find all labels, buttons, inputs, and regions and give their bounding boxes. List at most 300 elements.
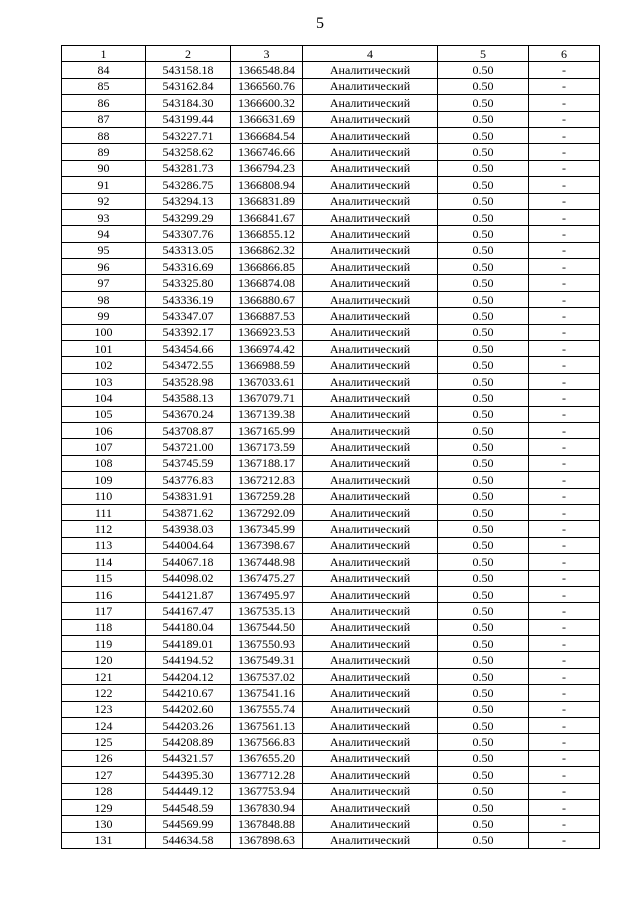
cell-accuracy: 0.50: [438, 799, 529, 815]
cell-method: Аналитический: [303, 816, 438, 832]
cell-y-coordinate: 1366548.84: [231, 62, 303, 78]
cell-accuracy: 0.50: [438, 652, 529, 668]
cell-x-coordinate: 543307.76: [146, 226, 231, 242]
cell-point-number: 90: [62, 160, 146, 176]
cell-point-number: 116: [62, 586, 146, 602]
cell-accuracy: 0.50: [438, 177, 529, 193]
cell-method: Аналитический: [303, 127, 438, 143]
cell-x-coordinate: 543336.19: [146, 291, 231, 307]
column-header-5: 5: [438, 46, 529, 62]
cell-point-number: 131: [62, 832, 146, 848]
cell-point-number: 120: [62, 652, 146, 668]
table-row: [62, 586, 600, 602]
cell-accuracy: 0.50: [438, 668, 529, 684]
cell-accuracy: 0.50: [438, 504, 529, 520]
cell-point-number: 101: [62, 341, 146, 357]
cell-note: -: [529, 799, 600, 815]
cell-point-number: 123: [62, 701, 146, 717]
cell-y-coordinate: 1367345.99: [231, 521, 303, 537]
column-header-1: 1: [62, 46, 146, 62]
cell-x-coordinate: 543184.30: [146, 95, 231, 111]
cell-note: -: [529, 95, 600, 111]
cell-y-coordinate: 1366684.54: [231, 127, 303, 143]
cell-x-coordinate: 544189.01: [146, 636, 231, 652]
table-row: [62, 324, 600, 340]
cell-y-coordinate: 1367475.27: [231, 570, 303, 586]
table-row: [62, 832, 600, 848]
cell-method: Аналитический: [303, 504, 438, 520]
cell-accuracy: 0.50: [438, 521, 529, 537]
cell-point-number: 125: [62, 734, 146, 750]
column-header-6: 6: [529, 46, 600, 62]
table-row: [62, 603, 600, 619]
cell-y-coordinate: 1367753.94: [231, 783, 303, 799]
cell-x-coordinate: 544208.89: [146, 734, 231, 750]
cell-method: Аналитический: [303, 636, 438, 652]
page-number: 5: [316, 15, 324, 32]
cell-x-coordinate: 544321.57: [146, 750, 231, 766]
cell-method: Аналитический: [303, 226, 438, 242]
cell-accuracy: 0.50: [438, 111, 529, 127]
cell-x-coordinate: 544395.30: [146, 767, 231, 783]
cell-point-number: 107: [62, 439, 146, 455]
cell-method: Аналитический: [303, 439, 438, 455]
table-row: [62, 668, 600, 684]
cell-note: -: [529, 455, 600, 471]
table-row: [62, 636, 600, 652]
cell-method: Аналитический: [303, 242, 438, 258]
table-row: [62, 209, 600, 225]
cell-method: Аналитический: [303, 750, 438, 766]
cell-y-coordinate: 1366880.67: [231, 291, 303, 307]
cell-method: Аналитический: [303, 668, 438, 684]
cell-point-number: 130: [62, 816, 146, 832]
table-row: [62, 718, 600, 734]
cell-y-coordinate: 1367550.93: [231, 636, 303, 652]
cell-y-coordinate: 1366808.94: [231, 177, 303, 193]
cell-x-coordinate: 543588.13: [146, 390, 231, 406]
cell-point-number: 108: [62, 455, 146, 471]
cell-accuracy: 0.50: [438, 78, 529, 94]
table-row: [62, 455, 600, 471]
cell-point-number: 124: [62, 718, 146, 734]
cell-point-number: 109: [62, 472, 146, 488]
cell-y-coordinate: 1367398.67: [231, 537, 303, 553]
cell-x-coordinate: 543831.91: [146, 488, 231, 504]
cell-y-coordinate: 1367898.63: [231, 832, 303, 848]
cell-note: -: [529, 193, 600, 209]
table-row: [62, 537, 600, 553]
cell-note: -: [529, 357, 600, 373]
cell-note: -: [529, 521, 600, 537]
cell-y-coordinate: 1367033.61: [231, 373, 303, 389]
cell-x-coordinate: 544067.18: [146, 554, 231, 570]
cell-method: Аналитический: [303, 406, 438, 422]
cell-y-coordinate: 1367259.28: [231, 488, 303, 504]
cell-x-coordinate: 543938.03: [146, 521, 231, 537]
cell-y-coordinate: 1367292.09: [231, 504, 303, 520]
table-row: [62, 78, 600, 94]
cell-note: -: [529, 701, 600, 717]
table-row: [62, 160, 600, 176]
table-row: [62, 521, 600, 537]
cell-accuracy: 0.50: [438, 537, 529, 553]
cell-note: -: [529, 111, 600, 127]
cell-x-coordinate: 543325.80: [146, 275, 231, 291]
cell-accuracy: 0.50: [438, 308, 529, 324]
cell-x-coordinate: 543281.73: [146, 160, 231, 176]
cell-y-coordinate: 1367544.50: [231, 619, 303, 635]
cell-accuracy: 0.50: [438, 291, 529, 307]
cell-note: -: [529, 816, 600, 832]
cell-x-coordinate: 543347.07: [146, 308, 231, 324]
cell-method: Аналитический: [303, 832, 438, 848]
table-row: [62, 422, 600, 438]
cell-method: Аналитический: [303, 390, 438, 406]
cell-point-number: 88: [62, 127, 146, 143]
table-row: [62, 439, 600, 455]
cell-point-number: 95: [62, 242, 146, 258]
cell-method: Аналитический: [303, 472, 438, 488]
table-row: [62, 193, 600, 209]
table-row: [62, 701, 600, 717]
cell-x-coordinate: 543162.84: [146, 78, 231, 94]
cell-accuracy: 0.50: [438, 488, 529, 504]
cell-method: Аналитический: [303, 537, 438, 553]
table-row: [62, 554, 600, 570]
cell-method: Аналитический: [303, 177, 438, 193]
cell-point-number: 91: [62, 177, 146, 193]
cell-y-coordinate: 1367139.38: [231, 406, 303, 422]
cell-point-number: 126: [62, 750, 146, 766]
cell-note: -: [529, 685, 600, 701]
cell-method: Аналитический: [303, 308, 438, 324]
table-row: [62, 95, 600, 111]
cell-method: Аналитический: [303, 718, 438, 734]
cell-x-coordinate: 543721.00: [146, 439, 231, 455]
cell-note: -: [529, 308, 600, 324]
cell-accuracy: 0.50: [438, 554, 529, 570]
cell-point-number: 92: [62, 193, 146, 209]
cell-accuracy: 0.50: [438, 816, 529, 832]
cell-note: -: [529, 62, 600, 78]
cell-accuracy: 0.50: [438, 144, 529, 160]
cell-point-number: 128: [62, 783, 146, 799]
cell-note: -: [529, 226, 600, 242]
cell-y-coordinate: 1367188.17: [231, 455, 303, 471]
cell-note: -: [529, 668, 600, 684]
cell-y-coordinate: 1367541.16: [231, 685, 303, 701]
cell-accuracy: 0.50: [438, 193, 529, 209]
cell-y-coordinate: 1367566.83: [231, 734, 303, 750]
cell-x-coordinate: 543708.87: [146, 422, 231, 438]
cell-note: -: [529, 504, 600, 520]
cell-x-coordinate: 544548.59: [146, 799, 231, 815]
cell-note: -: [529, 767, 600, 783]
cell-accuracy: 0.50: [438, 636, 529, 652]
cell-x-coordinate: 543670.24: [146, 406, 231, 422]
cell-x-coordinate: 543227.71: [146, 127, 231, 143]
table-row: [62, 308, 600, 324]
cell-note: -: [529, 160, 600, 176]
cell-method: Аналитический: [303, 701, 438, 717]
cell-x-coordinate: 544004.64: [146, 537, 231, 553]
table-row: [62, 111, 600, 127]
cell-note: -: [529, 734, 600, 750]
cell-point-number: 118: [62, 619, 146, 635]
cell-method: Аналитический: [303, 95, 438, 111]
cell-x-coordinate: 544202.60: [146, 701, 231, 717]
cell-y-coordinate: 1366866.85: [231, 259, 303, 275]
cell-x-coordinate: 544167.47: [146, 603, 231, 619]
cell-accuracy: 0.50: [438, 619, 529, 635]
cell-accuracy: 0.50: [438, 357, 529, 373]
cell-x-coordinate: 544194.52: [146, 652, 231, 668]
table-row: [62, 750, 600, 766]
cell-x-coordinate: 543158.18: [146, 62, 231, 78]
cell-point-number: 103: [62, 373, 146, 389]
cell-accuracy: 0.50: [438, 275, 529, 291]
table-row: [62, 144, 600, 160]
cell-x-coordinate: 543299.29: [146, 209, 231, 225]
cell-note: -: [529, 373, 600, 389]
cell-note: -: [529, 619, 600, 635]
cell-method: Аналитический: [303, 570, 438, 586]
cell-accuracy: 0.50: [438, 226, 529, 242]
cell-point-number: 110: [62, 488, 146, 504]
cell-x-coordinate: 544210.67: [146, 685, 231, 701]
cell-y-coordinate: 1366746.66: [231, 144, 303, 160]
cell-y-coordinate: 1367535.13: [231, 603, 303, 619]
cell-note: -: [529, 603, 600, 619]
cell-method: Аналитический: [303, 521, 438, 537]
cell-point-number: 104: [62, 390, 146, 406]
cell-y-coordinate: 1366560.76: [231, 78, 303, 94]
cell-accuracy: 0.50: [438, 341, 529, 357]
cell-y-coordinate: 1367173.59: [231, 439, 303, 455]
cell-point-number: 127: [62, 767, 146, 783]
cell-x-coordinate: 543294.13: [146, 193, 231, 209]
table-row: [62, 685, 600, 701]
cell-accuracy: 0.50: [438, 750, 529, 766]
cell-y-coordinate: 1366855.12: [231, 226, 303, 242]
cell-point-number: 117: [62, 603, 146, 619]
table-row: [62, 570, 600, 586]
cell-point-number: 96: [62, 259, 146, 275]
cell-accuracy: 0.50: [438, 718, 529, 734]
table-row: [62, 734, 600, 750]
cell-x-coordinate: 543313.05: [146, 242, 231, 258]
cell-note: -: [529, 439, 600, 455]
cell-method: Аналитический: [303, 554, 438, 570]
cell-method: Аналитический: [303, 603, 438, 619]
cell-accuracy: 0.50: [438, 685, 529, 701]
cell-x-coordinate: 544204.12: [146, 668, 231, 684]
table-row: [62, 767, 600, 783]
table-row: [62, 127, 600, 143]
cell-x-coordinate: 544180.04: [146, 619, 231, 635]
cell-method: Аналитический: [303, 324, 438, 340]
cell-point-number: 114: [62, 554, 146, 570]
cell-accuracy: 0.50: [438, 455, 529, 471]
header-row: [62, 46, 600, 62]
cell-method: Аналитический: [303, 62, 438, 78]
cell-note: -: [529, 750, 600, 766]
cell-point-number: 105: [62, 406, 146, 422]
cell-y-coordinate: 1367212.83: [231, 472, 303, 488]
cell-method: Аналитический: [303, 586, 438, 602]
cell-y-coordinate: 1366600.32: [231, 95, 303, 111]
cell-accuracy: 0.50: [438, 95, 529, 111]
table-row: [62, 291, 600, 307]
table-row: [62, 504, 600, 520]
cell-accuracy: 0.50: [438, 160, 529, 176]
cell-y-coordinate: 1366831.89: [231, 193, 303, 209]
cell-y-coordinate: 1366631.69: [231, 111, 303, 127]
cell-accuracy: 0.50: [438, 734, 529, 750]
cell-y-coordinate: 1367712.28: [231, 767, 303, 783]
cell-method: Аналитический: [303, 783, 438, 799]
cell-y-coordinate: 1367549.31: [231, 652, 303, 668]
table-row: [62, 406, 600, 422]
table-body: [62, 62, 600, 849]
cell-method: Аналитический: [303, 652, 438, 668]
cell-note: -: [529, 537, 600, 553]
cell-method: Аналитический: [303, 193, 438, 209]
cell-note: -: [529, 324, 600, 340]
cell-note: -: [529, 570, 600, 586]
table-row: [62, 357, 600, 373]
cell-point-number: 89: [62, 144, 146, 160]
cell-note: -: [529, 554, 600, 570]
cell-method: Аналитический: [303, 209, 438, 225]
cell-method: Аналитический: [303, 160, 438, 176]
cell-y-coordinate: 1366874.08: [231, 275, 303, 291]
cell-accuracy: 0.50: [438, 783, 529, 799]
cell-x-coordinate: 543454.66: [146, 341, 231, 357]
cell-note: -: [529, 177, 600, 193]
table-row: [62, 390, 600, 406]
cell-note: -: [529, 586, 600, 602]
cell-method: Аналитический: [303, 734, 438, 750]
cell-point-number: 84: [62, 62, 146, 78]
cell-y-coordinate: 1367848.88: [231, 816, 303, 832]
cell-x-coordinate: 544569.99: [146, 816, 231, 832]
cell-x-coordinate: 544098.02: [146, 570, 231, 586]
cell-note: -: [529, 783, 600, 799]
cell-point-number: 86: [62, 95, 146, 111]
column-header-3: 3: [231, 46, 303, 62]
cell-method: Аналитический: [303, 767, 438, 783]
cell-y-coordinate: 1366794.23: [231, 160, 303, 176]
cell-accuracy: 0.50: [438, 259, 529, 275]
cell-point-number: 111: [62, 504, 146, 520]
cell-note: -: [529, 488, 600, 504]
cell-y-coordinate: 1366862.32: [231, 242, 303, 258]
cell-accuracy: 0.50: [438, 570, 529, 586]
cell-x-coordinate: 544203.26: [146, 718, 231, 734]
cell-point-number: 102: [62, 357, 146, 373]
cell-accuracy: 0.50: [438, 701, 529, 717]
cell-method: Аналитический: [303, 685, 438, 701]
cell-x-coordinate: 543199.44: [146, 111, 231, 127]
cell-method: Аналитический: [303, 341, 438, 357]
cell-accuracy: 0.50: [438, 832, 529, 848]
cell-accuracy: 0.50: [438, 767, 529, 783]
cell-accuracy: 0.50: [438, 324, 529, 340]
cell-point-number: 121: [62, 668, 146, 684]
cell-x-coordinate: 543776.83: [146, 472, 231, 488]
cell-method: Аналитический: [303, 78, 438, 94]
cell-note: -: [529, 275, 600, 291]
cell-x-coordinate: 543392.17: [146, 324, 231, 340]
cell-point-number: 113: [62, 537, 146, 553]
coordinates-table: [61, 45, 600, 849]
cell-accuracy: 0.50: [438, 439, 529, 455]
cell-point-number: 129: [62, 799, 146, 815]
cell-point-number: 115: [62, 570, 146, 586]
table-row: [62, 652, 600, 668]
cell-method: Аналитический: [303, 373, 438, 389]
cell-y-coordinate: 1367555.74: [231, 701, 303, 717]
cell-y-coordinate: 1366988.59: [231, 357, 303, 373]
cell-point-number: 98: [62, 291, 146, 307]
cell-method: Аналитический: [303, 619, 438, 635]
table-row: [62, 816, 600, 832]
cell-method: Аналитический: [303, 291, 438, 307]
cell-y-coordinate: 1366974.42: [231, 341, 303, 357]
cell-point-number: 122: [62, 685, 146, 701]
column-header-4: 4: [303, 46, 438, 62]
cell-point-number: 97: [62, 275, 146, 291]
cell-note: -: [529, 127, 600, 143]
cell-x-coordinate: 544634.58: [146, 832, 231, 848]
cell-note: -: [529, 291, 600, 307]
cell-x-coordinate: 543316.69: [146, 259, 231, 275]
cell-note: -: [529, 472, 600, 488]
table-row: [62, 373, 600, 389]
table-header: [62, 46, 600, 62]
cell-accuracy: 0.50: [438, 127, 529, 143]
cell-y-coordinate: 1366841.67: [231, 209, 303, 225]
cell-accuracy: 0.50: [438, 390, 529, 406]
cell-accuracy: 0.50: [438, 373, 529, 389]
cell-x-coordinate: 543528.98: [146, 373, 231, 389]
cell-note: -: [529, 422, 600, 438]
table-row: [62, 472, 600, 488]
cell-y-coordinate: 1367079.71: [231, 390, 303, 406]
cell-method: Аналитический: [303, 455, 438, 471]
cell-note: -: [529, 341, 600, 357]
cell-x-coordinate: 543871.62: [146, 504, 231, 520]
cell-note: -: [529, 652, 600, 668]
cell-point-number: 85: [62, 78, 146, 94]
column-header-2: 2: [146, 46, 231, 62]
cell-point-number: 87: [62, 111, 146, 127]
cell-note: -: [529, 78, 600, 94]
cell-note: -: [529, 832, 600, 848]
cell-point-number: 119: [62, 636, 146, 652]
table-row: [62, 226, 600, 242]
cell-point-number: 100: [62, 324, 146, 340]
cell-method: Аналитический: [303, 275, 438, 291]
table-row: [62, 62, 600, 78]
cell-y-coordinate: 1367830.94: [231, 799, 303, 815]
cell-note: -: [529, 390, 600, 406]
cell-accuracy: 0.50: [438, 242, 529, 258]
table-row: [62, 783, 600, 799]
cell-point-number: 106: [62, 422, 146, 438]
